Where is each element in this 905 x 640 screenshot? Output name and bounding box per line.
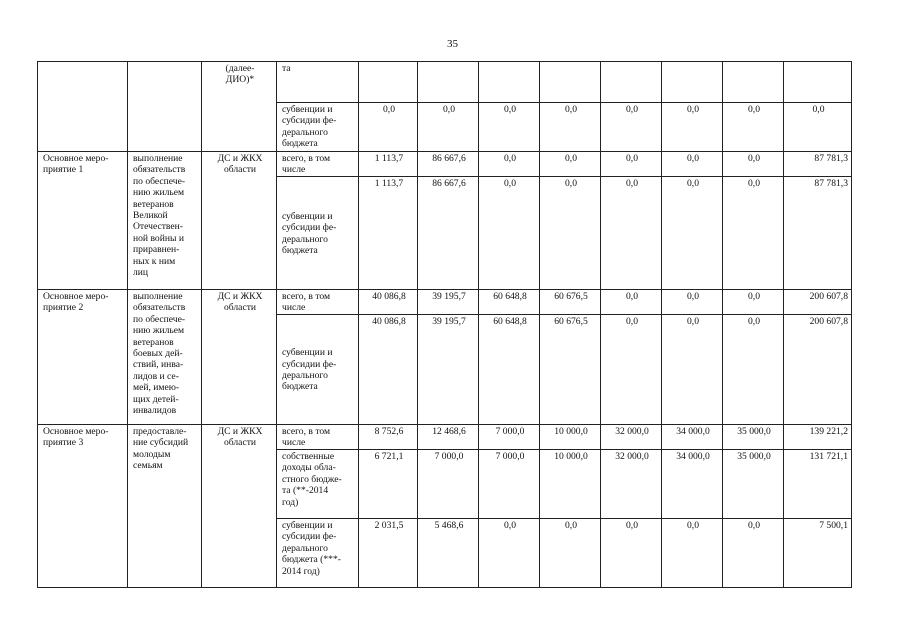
value-cell: 34 000,0	[662, 450, 723, 519]
value-cell: 7 000,0	[418, 450, 479, 519]
value-cell: 0,0	[418, 103, 479, 152]
total-cell: 7 500,1	[784, 519, 852, 588]
value-cell: 0,0	[601, 290, 662, 315]
total-cell: 87 781,3	[784, 177, 852, 290]
value-cell: 0,0	[540, 152, 601, 177]
value-cell: 60 648,8	[479, 315, 540, 425]
responsible-cell: ДС и ЖКХ области	[202, 152, 277, 290]
responsible-cell: ДС и ЖКХ области	[202, 290, 277, 425]
funding-source-cell: субвенции и субсидии фе- дерального бюджета (***- 2014 год)	[277, 519, 359, 588]
value-cell: 39 195,7	[418, 290, 479, 315]
funding-source-cell: та	[277, 62, 359, 103]
value-cell: 32 000,0	[601, 450, 662, 519]
value-cell: 0,0	[479, 152, 540, 177]
value-cell: 7 000,0	[479, 425, 540, 450]
value-cell	[418, 62, 479, 103]
value-cell: 0,0	[723, 290, 784, 315]
value-cell: 35 000,0	[723, 425, 784, 450]
value-cell	[662, 62, 723, 103]
funding-source-cell: субвенции и субсидии фе- дерального бюджета	[277, 315, 359, 425]
activity-name-cell: Основное меро- приятие 3	[38, 425, 128, 588]
value-cell: 0,0	[601, 177, 662, 290]
value-cell: 1 113,7	[359, 152, 418, 177]
value-cell: 60 676,5	[540, 315, 601, 425]
activity-description-cell: выполнение обязательств по обеспече- нию жильем ветеранов Великой Отечествен- ной войны и приравнен- ных к ним лиц	[128, 152, 202, 290]
value-cell	[601, 62, 662, 103]
total-cell: 200 607,8	[784, 315, 852, 425]
value-cell: 5 468,6	[418, 519, 479, 588]
value-cell: 0,0	[540, 519, 601, 588]
activity-name-cell	[38, 62, 128, 152]
value-cell	[540, 62, 601, 103]
table-row	[38, 152, 852, 177]
value-cell: 0,0	[662, 519, 723, 588]
responsible-cell: ДС и ЖКХ области	[202, 425, 277, 588]
value-cell: 6 721,1	[359, 450, 418, 519]
activity-description-cell: выполнение обязательств по обеспече- нию жильем ветеранов боевых дей- ствий, инва- лидов и се- мей, имею- щих детей- инвалидов	[128, 290, 202, 425]
value-cell: 40 086,8	[359, 315, 418, 425]
value-cell: 0,0	[723, 177, 784, 290]
total-cell: 200 607,8	[784, 290, 852, 315]
value-cell: 32 000,0	[601, 425, 662, 450]
funding-source-cell: всего, в том числе	[277, 425, 359, 450]
activity-name-cell: Основное меро- приятие 2	[38, 290, 128, 425]
value-cell: 0,0	[601, 519, 662, 588]
activity-name-cell: Основное меро- приятие 1	[38, 152, 128, 290]
value-cell: 0,0	[662, 103, 723, 152]
value-cell: 60 648,8	[479, 290, 540, 315]
value-cell: 1 113,7	[359, 177, 418, 290]
value-cell: 0,0	[540, 103, 601, 152]
page-number: 35	[447, 38, 458, 50]
value-cell: 34 000,0	[662, 425, 723, 450]
value-cell: 2 031,5	[359, 519, 418, 588]
value-cell: 0,0	[662, 177, 723, 290]
value-cell: 0,0	[662, 290, 723, 315]
table-row	[38, 290, 852, 315]
value-cell: 0,0	[479, 103, 540, 152]
total-cell: 87 781,3	[784, 152, 852, 177]
value-cell: 0,0	[723, 519, 784, 588]
total-cell: 131 721,1	[784, 450, 852, 519]
funding-source-cell: субвенции и субсидии фе- дерального бюджета	[277, 103, 359, 152]
funding-source-cell: собственные доходы обла- стного бюдже- та (**-2014 год)	[277, 450, 359, 519]
value-cell	[479, 62, 540, 103]
value-cell: 35 000,0	[723, 450, 784, 519]
value-cell: 0,0	[723, 103, 784, 152]
value-cell: 0,0	[540, 177, 601, 290]
program-budget-table	[37, 61, 852, 588]
funding-source-cell: всего, в том числе	[277, 152, 359, 177]
value-cell: 0,0	[723, 152, 784, 177]
value-cell: 7 000,0	[479, 450, 540, 519]
value-cell: 0,0	[601, 315, 662, 425]
funding-source-cell: всего, в том числе	[277, 290, 359, 315]
value-cell: 0,0	[723, 315, 784, 425]
value-cell: 39 195,7	[418, 315, 479, 425]
value-cell	[784, 62, 852, 103]
value-cell: 0,0	[479, 177, 540, 290]
value-cell: 10 000,0	[540, 450, 601, 519]
activity-description-cell	[128, 62, 202, 152]
value-cell: 0,0	[479, 519, 540, 588]
value-cell: 86 667,6	[418, 152, 479, 177]
value-cell	[359, 62, 418, 103]
value-cell: 0,0	[662, 315, 723, 425]
value-cell	[723, 62, 784, 103]
value-cell: 12 468,6	[418, 425, 479, 450]
table-row	[38, 62, 852, 103]
table-row	[38, 425, 852, 450]
value-cell: 86 667,6	[418, 177, 479, 290]
total-cell: 139 221,2	[784, 425, 852, 450]
activity-description-cell: предоставле- ние субсидий молодым семьям	[128, 425, 202, 588]
value-cell: 0,0	[601, 103, 662, 152]
funding-source-cell: субвенции и субсидии фе- дерального бюджета	[277, 177, 359, 290]
value-cell: 8 752,6	[359, 425, 418, 450]
value-cell: 10 000,0	[540, 425, 601, 450]
value-cell: 0,0	[601, 152, 662, 177]
value-cell: 0,0	[662, 152, 723, 177]
total-cell: 0,0	[784, 103, 852, 152]
value-cell: 0,0	[359, 103, 418, 152]
value-cell: 60 676,5	[540, 290, 601, 315]
responsible-cell: (далее- ДИО)*	[202, 62, 277, 152]
value-cell: 40 086,8	[359, 290, 418, 315]
